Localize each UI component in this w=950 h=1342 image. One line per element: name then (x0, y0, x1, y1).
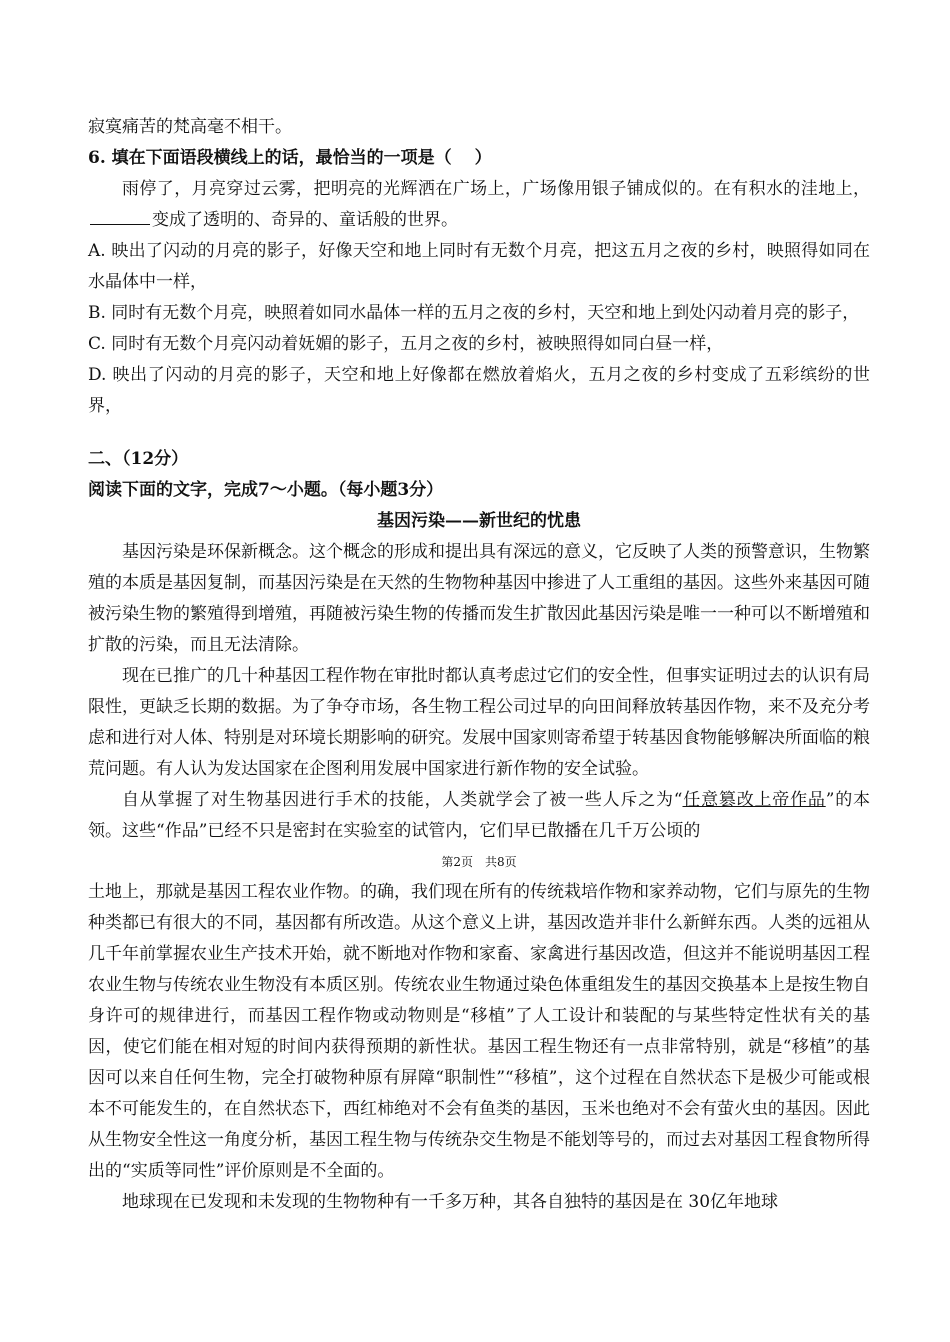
stem-after: 变成了透明的、奇异的、童话般的世界。 (152, 210, 458, 230)
p3-underlined-phrase: 任意篡改上帝作品 (682, 790, 826, 810)
article-paragraph-1: 基因污染是环保新概念。这个概念的形成和提出具有深远的意义，它反映了人类的预警意识，生物繁殖的本质是基因复制，而基因污染是在天然的生物物种基因中掺进了人工重组的基因。这些外来基因可随被污染生物的繁殖得到增殖，再随被污染生物的传播而发生扩散因此基因污染是唯一一种可以不断增殖和扩散的污染，而且无法清除。 (88, 542, 870, 655)
stem-before: 雨停了，月亮穿过云雾，把明亮的光辉洒在广场上，广场像用银子铺成似的。在有积水的洼地上， (122, 179, 870, 199)
option-b: B. 同时有无数个月亮，映照着如同水晶体一样的五月之夜的乡村，天空和地上到处闪动着月亮的影子， (88, 303, 860, 323)
article-paragraph-2: 现在已推广的几十种基因工程作物在审批时都认真考虑过它们的安全性，但事实证明过去的认识有局限性，更缺乏长期的数据。为了争夺市场，各生物工程公司过早的向田间释放转基因作物，来不及充分考虑和进行对人体、特别是对环境长期影响的研究。发展中国家则寄希望于转基因食物能够解决所面临的粮荒问题。有人认为发达国家在企图利用发展中国家进行新作物的安全试验。 (88, 666, 870, 779)
page-footer: 第2页 共8页 (441, 855, 517, 869)
section-2-instruction: 阅读下面的文字，完成7～小题。（每小题3分） (88, 480, 444, 500)
section-gap (88, 422, 870, 444)
question-6-stem (88, 174, 870, 236)
question-6: 6. 填在下面语段横线上的话，最恰当的一项是（ ） (88, 148, 492, 168)
article-paragraph-3-continued: 土地上，那就是基因工程农业作物。的确，我们现在所有的传统栽培作物和家养动物，它们与原先的生物种类都已有很大的不同，基因都有所改造。从这个意义上讲，基因改造并非什么新鲜东西。人类的远祖从几千年前掌握农业生产技术开始，就不断地对作物和家畜、家禽进行基因改造，但这并不能说明基因工程农业生物与传统农业生物没有本质区别。传统农业生物通过染色体重组发生的基因交换基本上是按生物自身许可的规律进行，而基因工程作物或动物则是“移植”了人工设计和装配的与某些特定性状有关的基因，使它们能在相对短的时间内获得预期的新性状。基因工程生物还有一点非常特别，就是“移植”的基因可以来自任何生物，完全打破物种原有屏障“职制性”“移植”，这个过程在自然状态下是极少可能或根本不可能发生的，在自然状态下，西红柿绝对不会有鱼类的基因，玉米也绝对不会有萤火虫的基因。因此从生物安全性这一角度分析，基因工程生物与传统杂交生物是不能划等号的，而过去对基因工程食物所得出的“实质等同性”评价原则是不全面的。 (88, 882, 870, 1181)
p3-before: 自从掌握了对生物基因进行手术的技能，人类就学会了被一些人斥之为“ (122, 790, 683, 810)
answer-blank (90, 206, 150, 225)
top-fragment: 寂寞痛苦的梵高毫不相干。 (88, 117, 292, 137)
document-page (88, 112, 870, 1218)
article-paragraph-4: 地球现在已发现和未发现的生物物种有一千多万种，其各自独特的基因是在 30亿年地球 (122, 1192, 779, 1212)
option-a: A. 映出了闪动的月亮的影子，好像天空和地上同时有无数个月亮，把这五月之夜的乡村，映照得如同在水晶体中一样， (88, 241, 870, 292)
option-c: C. 同时有无数个月亮闪动着妩媚的影子，五月之夜的乡村，被映照得如同白昼一样， (88, 334, 724, 354)
option-d: D. 映出了闪动的月亮的影子，天空和地上好像都在燃放着焰火，五月之夜的乡村变成了五彩缤纷的世界， (88, 365, 870, 416)
section-2-heading: 二、（12分） (88, 449, 189, 469)
article-title: 基因污染——新世纪的忧患 (377, 511, 581, 531)
p3-after: ”的本领。这些“作品”已经不只是密封在实验室的试管内，它们早已散播在几千万公顷的 (88, 790, 870, 841)
article-paragraph-3 (88, 785, 870, 847)
